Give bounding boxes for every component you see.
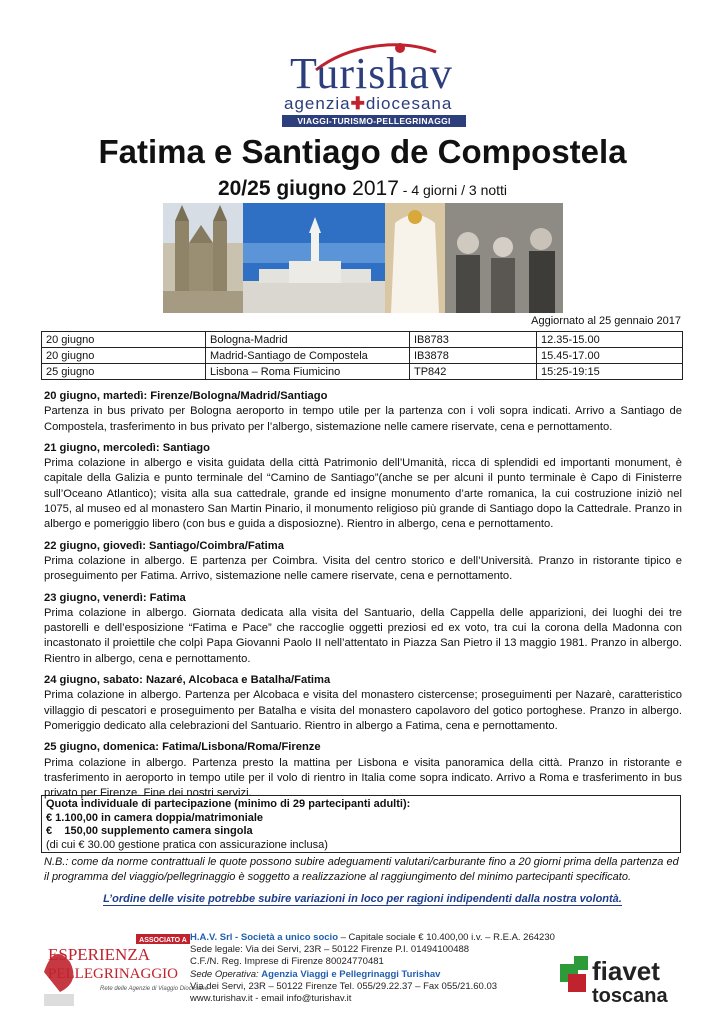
- price-title: Quota individuale di partecipazione (minimo di 29 partecipanti adulti):: [46, 798, 411, 810]
- turishav-logo: [280, 38, 470, 130]
- day-text: Prima colazione in albergo. Partenza per Alcobaca e visita del monastero cistercense; proseguimenti per Nazarè, caratteristico villaggio di pescatori e proseguimento per Batalha e visita del monastero capolavoro del gotico portoghese. Pranzo in albergo. Pomeriggio dedicato alla celebrazioni del Santuario. Rientro in albergo a Fatima, cena e pernottamento.: [44, 689, 682, 732]
- day-text: Prima colazione in albergo e visita guidata della città Patrimonio dell’Umanità, ricca di splendidi ed importanti monument, è capitale della Galizia e punto terminale del “Camino de Santiago”(anche se per alcuni il punto terminale è Capo di Finisterre sull’Oceano Atlantico); visita alla sua cattedrale, grande ed insigne monumento d’arte romanica, la cui costruzione iniziò nel 1075, al museo ed al monastero San Martin Pinario, il monumento religioso più grande di Santiago dopo la Cattedrale. Pranzo in albergo e pomeriggio libero (con bus e guida a disposiozne). Rientro in albergo, cena e pernottamento.: [44, 457, 682, 531]
- flight-date: 25 giugno: [42, 364, 206, 380]
- itinerary: [44, 389, 682, 801]
- web-email: www.turishav.it - email info@turishav.it: [190, 993, 352, 1005]
- day-text: Prima colazione in albergo. Giornata dedicata alla visita del Santuario, della Cappella delle apparizioni, dei luoghi dei tre pastorelli e dell’esposizione “Fatima e Pace” che raccoglie oggetti preziosi ed ex voto, tra cui la corona della Madonna con incastonato il proiettile che colpì Papa Giovanni Paolo II nell’attentato in Piazza San Pietro il 13 maggio 1981. Pranzo in albergo. Rientro in albergo, cena e pernottamento.: [44, 606, 682, 665]
- flight-time: 15.45-17.00: [537, 348, 683, 364]
- company-name: H.A.V. Srl - Società a unico socio: [190, 932, 338, 943]
- day-text: Prima colazione in albergo. Partenza presto la mattina per Lisbona e visita panoramica della città. Pranzo in ristorante e trasferimento in aeroporto in tempo utile per il volo di rientro in Italia come sopra indicato. Arrivo a Roma e trasferimento in bus privato per Firenze. Fine dei nostri servizi.: [44, 756, 682, 800]
- flight-route: Madrid-Santiago de Compostela: [206, 348, 410, 364]
- madonna-photo: [385, 203, 445, 313]
- flight-number: TP842: [410, 364, 537, 380]
- price-single: € 150,00 supplemento camera singola: [46, 825, 253, 837]
- esperienza-logo: [40, 932, 209, 1010]
- order-note: L’ordine delle visite potrebbe subire variazioni in loco per ragioni indipendenti dalla nostra volontà.: [103, 893, 622, 905]
- price-double: € 1.100,00 in camera doppia/matrimoniale: [46, 811, 264, 824]
- flight-date: 20 giugno: [42, 348, 206, 364]
- day-text: Prima colazione in albergo. E partenza per Coimbra. Visita del centro storico e dell’Università. Pranzo in ristorante tipico e proseguimento per Fatima. Arrivo, sistemazione nelle camere riservate, cena e pernottamento.: [44, 554, 682, 583]
- esp-word2: PELLEGRINAGGIO: [48, 966, 178, 982]
- esp-word1: ESPERIENZA: [48, 945, 150, 964]
- op-name: Agenzia Viaggi e Pellegrinaggi Turishav: [261, 968, 441, 980]
- logo-band: VIAGGI-TURISMO-PELLEGRINAGGI: [282, 115, 466, 127]
- day-heading: 20 giugno, martedì: Firenze/Bologna/Madrid/Santiago: [44, 390, 328, 402]
- page-subtitle: [0, 177, 725, 201]
- photo-strip: [163, 203, 563, 313]
- table-row: [42, 364, 683, 380]
- price-fee: (di cui € 30.00 gestione pratica con assicurazione inclusa): [46, 838, 328, 851]
- flight-number: IB3878: [410, 348, 537, 364]
- day-heading: 24 giugno, sabato: Nazaré, Alcobaca e Batalha/Fatima: [44, 674, 331, 687]
- footer: [190, 932, 570, 1005]
- esp-badge: ASSOCIATO A: [139, 937, 187, 944]
- page-title: Fatima e Santiago de Compostela: [98, 133, 627, 170]
- updated-date: Aggiornato al 25 gennaio 2017: [531, 315, 681, 327]
- flight-number: IB8783: [410, 332, 537, 348]
- trip-duration: - 4 giorni / 3 notti: [398, 182, 508, 198]
- shepherds-photo: [445, 203, 563, 313]
- flight-date: 20 giugno: [42, 332, 206, 348]
- logo-tagline: agenzia✚diocesana: [284, 94, 453, 113]
- legal-address: Sede legale: Via dei Servi, 23R – 50122 Firenze P.I. 01494100488: [190, 944, 470, 956]
- logo-brand: Turishav: [290, 49, 453, 98]
- basilica-photo: [243, 203, 385, 313]
- price-box: [41, 795, 681, 853]
- trip-year: 2017: [352, 177, 399, 200]
- flight-time: 12.35-15.00: [537, 332, 683, 348]
- esp-sub: Rete delle Agenzie di Viaggio Diocesane: [100, 986, 209, 992]
- fiavet-word: fiavet: [592, 956, 660, 986]
- flight-time: 15:25-19:15: [537, 364, 683, 380]
- day-heading: 21 giugno, mercoledì: Santiago: [44, 441, 210, 454]
- day-heading: 23 giugno, venerdì: Fatima: [44, 591, 186, 604]
- toscana-word: toscana: [592, 985, 668, 1007]
- company-capital: – Capitale sociale € 10.400,00 i.v. – R.E.A. 264230: [338, 932, 555, 943]
- day-heading: 25 giugno, domenica: Fatima/Lisbona/Roma/Firenze: [44, 741, 321, 754]
- flight-route: Bologna-Madrid: [206, 332, 410, 348]
- op-label: Sede Operativa:: [190, 968, 259, 980]
- table-row: [42, 348, 683, 364]
- nb-note: N.B.: come da norme contrattuali le quote possono subire adeguamenti valutari/carburante fino a 20 giorni prima della partenza ed il programma del viaggio/pellegrinaggio è soggetto a realizzazione al raggiungimento del minimo partecipanti specificato.: [44, 856, 679, 883]
- fiavet-logo: [560, 950, 690, 1010]
- flights-table: [41, 331, 683, 380]
- cathedral-photo: [163, 203, 243, 313]
- company-register: C.F./N. Reg. Imprese di Firenze 80024770481: [190, 956, 384, 968]
- trip-dates: 20/25 giugno: [217, 177, 347, 200]
- day-heading: 22 giugno, giovedì: Santiago/Coimbra/Fatima: [44, 539, 284, 552]
- op-address: Via dei Servi, 23R – 50122 Firenze Tel. 055/29.22.37 – Fax 055/21.60.03: [190, 980, 498, 992]
- table-row: [42, 332, 683, 348]
- flight-route: Lisbona – Roma Fiumicino: [206, 364, 410, 380]
- day-text: Partenza in bus privato per Bologna aeroporto in tempo utile per la partenza con i voli sopra indicati. Arrivo a Santiago de Compostela, trasferimento in bus privato per l’albergo, sistemazione nelle camere riservate, cena e pernottamento.: [44, 405, 682, 433]
